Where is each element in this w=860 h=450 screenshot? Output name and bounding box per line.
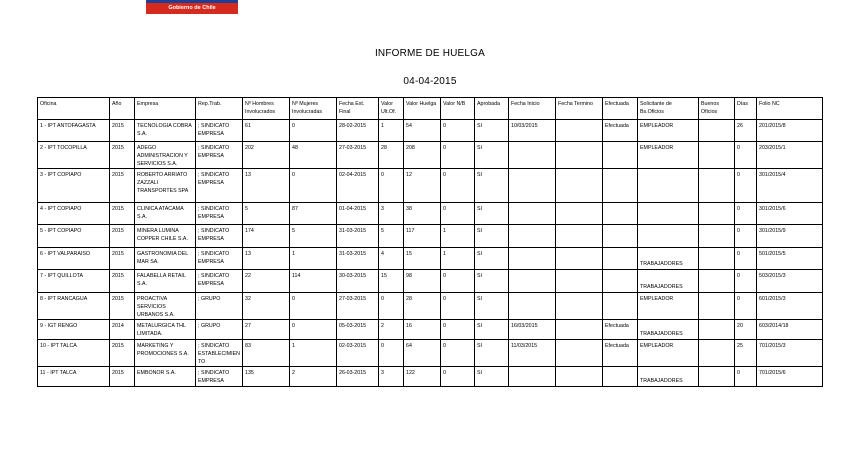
- table-cell: 2015: [110, 248, 135, 270]
- table-cell: 28: [379, 142, 404, 169]
- table-cell: [556, 169, 603, 203]
- table-cell: Efectuada: [603, 340, 638, 367]
- table-cell: [699, 293, 735, 320]
- table-cell: 48: [290, 142, 337, 169]
- table-cell: [638, 270, 699, 293]
- table-cell: 0: [441, 320, 475, 340]
- table-cell: [638, 169, 699, 203]
- table-cell: 1 - IPT ANTOFAGASTA: [38, 120, 110, 142]
- table-cell: 0: [441, 270, 475, 293]
- table-cell: ; SINDICATO EMPRESA: [196, 142, 243, 169]
- table-cell: [556, 320, 603, 340]
- table-cell: [699, 270, 735, 293]
- table-cell: METALURGICA THL LIMITADA.: [135, 320, 196, 340]
- table-cell: 2014: [110, 320, 135, 340]
- table-cell: 12: [404, 169, 441, 203]
- table-row: [38, 142, 823, 169]
- table-row: [38, 270, 823, 293]
- table-cell: 5: [379, 225, 404, 248]
- solicitante-value: TRABAJADORES: [640, 331, 683, 337]
- solicitante-value: TRABAJADORES: [640, 284, 683, 290]
- table-cell: [603, 169, 638, 203]
- table-row: [38, 120, 823, 142]
- table-cell: 13: [243, 248, 290, 270]
- table-cell: 701/2015/3: [757, 340, 823, 367]
- table-cell: SI: [475, 142, 509, 169]
- table-cell: CLINICA ATACAMA S.A.: [135, 203, 196, 225]
- table-cell: 0: [735, 367, 757, 387]
- table-cell: 135: [243, 367, 290, 387]
- table-cell: 11/03/2015: [509, 340, 556, 367]
- table-cell: 54: [404, 120, 441, 142]
- table-cell: [699, 169, 735, 203]
- table-cell: 16: [404, 320, 441, 340]
- table-cell: ADEGO ADMINISTRACION Y SERVICIOS S.A.: [135, 142, 196, 169]
- column-header: Efectuada: [603, 98, 638, 120]
- column-header: Fecha Termino: [556, 98, 603, 120]
- table-cell: 6 - IPT VALPARAISO: [38, 248, 110, 270]
- table-cell: ; SINDICATO EMPRESA: [196, 120, 243, 142]
- table-cell: 16/03/2015: [509, 320, 556, 340]
- table-cell: [638, 225, 699, 248]
- table-cell: 701/2015/6: [757, 367, 823, 387]
- table-cell: 0: [379, 169, 404, 203]
- column-header: Valor Ult.Of.: [379, 98, 404, 120]
- table-cell: [509, 225, 556, 248]
- table-cell: [699, 248, 735, 270]
- column-header: Oficina: [38, 98, 110, 120]
- logo-text: Gobierno de Chile: [168, 5, 216, 11]
- table-cell: 601/2015/3: [757, 293, 823, 320]
- table-cell: 3 - IPT COPIAPO: [38, 169, 110, 203]
- table-row: [38, 320, 823, 340]
- table-cell: [603, 248, 638, 270]
- column-header: Fecha Inicio: [509, 98, 556, 120]
- table-row: [38, 367, 823, 387]
- table-cell: [638, 367, 699, 387]
- table-cell: 1: [379, 120, 404, 142]
- table-cell: 64: [404, 340, 441, 367]
- table-cell: 203/2015/1: [757, 142, 823, 169]
- table-cell: 202: [243, 142, 290, 169]
- table-cell: 117: [404, 225, 441, 248]
- table-cell: [556, 293, 603, 320]
- table-cell: 1: [290, 340, 337, 367]
- table-cell: Efectuada: [603, 320, 638, 340]
- table-cell: 01-04-2015: [337, 203, 379, 225]
- table-cell: 26: [735, 120, 757, 142]
- table-cell: 0: [441, 142, 475, 169]
- table-cell: 4: [379, 248, 404, 270]
- table-cell: 0: [441, 340, 475, 367]
- table-cell: 27-03-2015: [337, 293, 379, 320]
- table-cell: EMPLEADOR: [638, 340, 699, 367]
- table-cell: 0: [290, 293, 337, 320]
- table-cell: 174: [243, 225, 290, 248]
- table-cell: [603, 142, 638, 169]
- table-cell: ; SINDICATO EMPRESA: [196, 248, 243, 270]
- table-cell: 208: [404, 142, 441, 169]
- column-header: Nº Mujeres Involucradas: [290, 98, 337, 120]
- table-cell: 0: [735, 169, 757, 203]
- table-cell: 38: [404, 203, 441, 225]
- table-cell: 2015: [110, 367, 135, 387]
- table-cell: [699, 340, 735, 367]
- table-cell: 87: [290, 203, 337, 225]
- table-cell: 32: [243, 293, 290, 320]
- table-cell: 5 - IPT COPIAPO: [38, 225, 110, 248]
- table-cell: 3: [379, 203, 404, 225]
- table-cell: [699, 320, 735, 340]
- table-cell: [509, 203, 556, 225]
- table-cell: [556, 120, 603, 142]
- table-cell: EMPLEADOR: [638, 293, 699, 320]
- table-cell: [556, 248, 603, 270]
- table-cell: 0: [735, 225, 757, 248]
- table-cell: [603, 293, 638, 320]
- table-cell: 1: [441, 248, 475, 270]
- table-header-row: [38, 98, 823, 120]
- table-cell: MINERA LUMINA COPPER CHILE S.A.: [135, 225, 196, 248]
- table-cell: 31-03-2015: [337, 248, 379, 270]
- table-cell: 122: [404, 367, 441, 387]
- table-row: [38, 203, 823, 225]
- table-cell: 27-03-2015: [337, 142, 379, 169]
- table-cell: ; SINDICATO EMPRESA: [196, 225, 243, 248]
- table-cell: 0: [379, 340, 404, 367]
- table-cell: GASTRONOMIA DEL MAR SA.: [135, 248, 196, 270]
- table-cell: 98: [404, 270, 441, 293]
- table-cell: [699, 225, 735, 248]
- table-cell: 0: [441, 367, 475, 387]
- table-cell: [603, 270, 638, 293]
- column-header: Nº Hombres Involucrados: [243, 98, 290, 120]
- table-cell: FALABELLA RETAIL S.A.: [135, 270, 196, 293]
- column-header: Valor N/B: [441, 98, 475, 120]
- table-cell: 0: [441, 203, 475, 225]
- report-date: 04-04-2015: [403, 76, 457, 87]
- solicitante-value: TRABAJADORES: [640, 378, 683, 384]
- column-header: Folio NC: [757, 98, 823, 120]
- table-cell: [556, 225, 603, 248]
- table-cell: 1: [290, 248, 337, 270]
- table-cell: 2015: [110, 293, 135, 320]
- table-cell: [509, 248, 556, 270]
- table-cell: SI: [475, 203, 509, 225]
- table-cell: 0: [735, 248, 757, 270]
- table-cell: SI: [475, 248, 509, 270]
- table-cell: 83: [243, 340, 290, 367]
- table-cell: SI: [475, 225, 509, 248]
- table-cell: 02-04-2015: [337, 169, 379, 203]
- table-cell: 10 - IPT TALCA: [38, 340, 110, 367]
- table-cell: ROBERTO ARRIATO ZAZZALI TRANSPORTES SPA: [135, 169, 196, 203]
- table-row: [38, 248, 823, 270]
- table-cell: 4 - IPT COPIAPO: [38, 203, 110, 225]
- table-cell: ; GRUPO: [196, 293, 243, 320]
- gobierno-logo: [146, 0, 238, 14]
- report-title: INFORME DE HUELGA: [374, 48, 486, 59]
- strike-report-table: [37, 97, 823, 387]
- column-header: Solicitante de Bs.Oficios: [638, 98, 699, 120]
- table-cell: 22: [243, 270, 290, 293]
- table-cell: 503/2015/3: [757, 270, 823, 293]
- table-cell: 0: [441, 120, 475, 142]
- table-cell: [699, 203, 735, 225]
- table-cell: 7 - IPT QUILLOTA: [38, 270, 110, 293]
- column-header: Aprobada: [475, 98, 509, 120]
- table-cell: ; SINDICATO ESTABLECIMIENTO: [196, 340, 243, 367]
- table-cell: 25: [735, 340, 757, 367]
- table-cell: [556, 203, 603, 225]
- table-cell: 15: [379, 270, 404, 293]
- table-cell: 61: [243, 120, 290, 142]
- table-cell: 114: [290, 270, 337, 293]
- table-cell: 27: [243, 320, 290, 340]
- table-cell: 1: [441, 225, 475, 248]
- table-cell: [699, 367, 735, 387]
- table-cell: 201/2015/8: [757, 120, 823, 142]
- table-row: [38, 293, 823, 320]
- table-cell: [509, 367, 556, 387]
- table-cell: 0: [735, 203, 757, 225]
- table-cell: [603, 203, 638, 225]
- table-cell: [556, 340, 603, 367]
- table-cell: [699, 120, 735, 142]
- table-cell: 20: [735, 320, 757, 340]
- table-row: [38, 169, 823, 203]
- table-body: [38, 120, 823, 387]
- table-cell: SI: [475, 270, 509, 293]
- table-cell: ; SINDICATO EMPRESA: [196, 270, 243, 293]
- table-cell: 30-03-2015: [337, 270, 379, 293]
- table-cell: 0: [290, 169, 337, 203]
- table-cell: SI: [475, 367, 509, 387]
- column-header: Buenos Oficios: [699, 98, 735, 120]
- table-cell: 301/2015/4: [757, 169, 823, 203]
- table-cell: [509, 142, 556, 169]
- column-header: Empresa: [135, 98, 196, 120]
- table-cell: ; SINDICATO EMPRESA: [196, 367, 243, 387]
- table-cell: 603/2014/18: [757, 320, 823, 340]
- table-cell: 9 - IGT RENGO: [38, 320, 110, 340]
- table-cell: 2015: [110, 169, 135, 203]
- table-cell: 10/03/2015: [509, 120, 556, 142]
- table-cell: ; SINDICATO EMPRESA: [196, 169, 243, 203]
- table-cell: 501/2015/5: [757, 248, 823, 270]
- table-cell: [638, 248, 699, 270]
- solicitante-value: TRABAJADORES: [640, 261, 683, 267]
- table-cell: 05-03-2015: [337, 320, 379, 340]
- table-cell: [638, 320, 699, 340]
- table-cell: ; SINDICATO EMPRESA: [196, 203, 243, 225]
- table-cell: 8 - IPT RANCAGUA: [38, 293, 110, 320]
- table-cell: SI: [475, 293, 509, 320]
- table-cell: 13: [243, 169, 290, 203]
- table-cell: 0: [735, 293, 757, 320]
- table-cell: 31-03-2015: [337, 225, 379, 248]
- column-header: Rep.Trab.: [196, 98, 243, 120]
- table-cell: 26-03-2015: [337, 367, 379, 387]
- table-cell: EMBONOR S.A.: [135, 367, 196, 387]
- table-cell: 2015: [110, 203, 135, 225]
- table-cell: [603, 225, 638, 248]
- table-cell: 15: [404, 248, 441, 270]
- table-cell: 2: [290, 367, 337, 387]
- table-cell: 0: [290, 320, 337, 340]
- table-cell: SI: [475, 340, 509, 367]
- table-cell: 301/2015/9: [757, 225, 823, 248]
- table-cell: EMPLEADOR: [638, 142, 699, 169]
- table-cell: SI: [475, 120, 509, 142]
- table-cell: EMPLEADOR: [638, 120, 699, 142]
- table-cell: 2 - IPT TOCOPILLA: [38, 142, 110, 169]
- table-cell: 2015: [110, 142, 135, 169]
- table-cell: PROACTIVA SERVICIOS URBANOS S.A.: [135, 293, 196, 320]
- table-row: [38, 340, 823, 367]
- column-header: Año: [110, 98, 135, 120]
- table-cell: [638, 203, 699, 225]
- table-cell: [509, 293, 556, 320]
- table-cell: 5: [290, 225, 337, 248]
- table-cell: ; GRUPO: [196, 320, 243, 340]
- table-cell: 0: [290, 120, 337, 142]
- table-cell: 0: [379, 293, 404, 320]
- table-cell: [509, 169, 556, 203]
- table-cell: 28: [404, 293, 441, 320]
- table-cell: 2: [379, 320, 404, 340]
- table-cell: [556, 270, 603, 293]
- table-cell: SI: [475, 169, 509, 203]
- table-cell: 28-02-2015: [337, 120, 379, 142]
- column-header: Días: [735, 98, 757, 120]
- table-cell: 02-03-2015: [337, 340, 379, 367]
- table-cell: 0: [735, 142, 757, 169]
- table-row: [38, 225, 823, 248]
- table-cell: 2015: [110, 270, 135, 293]
- table-cell: 301/2015/6: [757, 203, 823, 225]
- table-cell: [699, 142, 735, 169]
- table-cell: 11 - IPT TALCA: [38, 367, 110, 387]
- table-cell: 2015: [110, 340, 135, 367]
- table-cell: [556, 367, 603, 387]
- column-header: Valor Huelga: [404, 98, 441, 120]
- table-cell: 0: [441, 169, 475, 203]
- table-cell: 5: [243, 203, 290, 225]
- table-cell: SI: [475, 320, 509, 340]
- table-cell: 0: [441, 293, 475, 320]
- table-cell: 2015: [110, 120, 135, 142]
- table-cell: Efectuada: [603, 120, 638, 142]
- table-cell: 0: [735, 270, 757, 293]
- table-cell: TECNOLOGIA COBRA S.A.: [135, 120, 196, 142]
- table-cell: [603, 367, 638, 387]
- table-cell: MARKETING Y PROMOCIONES S.A.: [135, 340, 196, 367]
- table-cell: [556, 142, 603, 169]
- table-cell: [509, 270, 556, 293]
- table-cell: 2015: [110, 225, 135, 248]
- column-header: Fecha Ext. Final: [337, 98, 379, 120]
- table-cell: 3: [379, 367, 404, 387]
